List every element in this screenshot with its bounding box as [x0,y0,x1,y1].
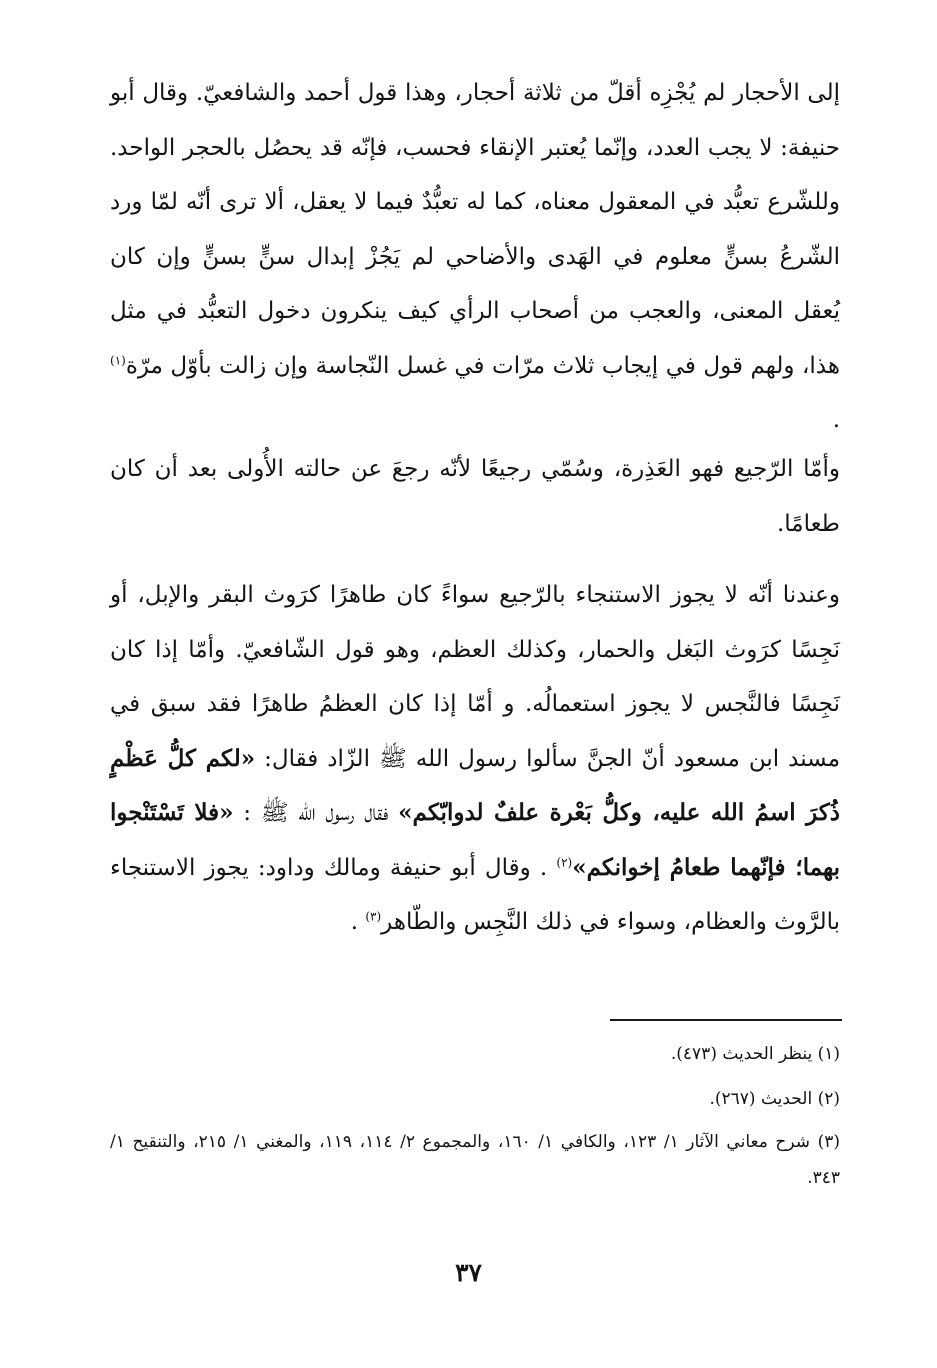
footnote-separator [610,1019,842,1021]
footnote-2: (٢) الحديث (٢٦٧). [709,1089,840,1109]
paragraph-2-text: وأمّا الرّجيع فهو العَذِرة، وسُمّي رجيعًا لأنّه رجعَ عن حالته الأُولى بعد أن كان طعامًا. [110,456,840,537]
paragraph-1-end: . [832,407,840,433]
hadith-quote-1: «لكم كلُّ عَظْمٍ ذُكرَ اسمُ الله عليه، وكلُّ بَعْرة علفٌ لدوابّكم» [110,744,841,826]
hadith-quote-2: «فلا تَسْتَنْجوا بهما؛ فإنّهما طعامُ إخوانكم» [110,799,841,881]
footnote-ref-1: (١) [110,352,126,367]
paragraph-3-end: . [350,909,366,935]
footnote-ref-2: (٢) [556,854,573,869]
paragraph-3-text-a: وعندنا أنّه لا يجوز الاستنجاء بالرّجيع سواءً كان طاهرًا كرَوث البقر والإبل، أو نَجِسًا كرَوث البَغل والحمار، وكذلك العظم، وهو قول الشّافعيّ. وأمّا إذا كان نَجِسًا فالنَّجس لا يجوز استعمالُه. و أمّا إذا كان العظمُ طاهرًا فقد سبق في مسند ابن مسعود أنّ الجنَّ سألوا رسول الله ﷺ الزّاد فقال: [110,582,841,772]
paragraph-3 [110,568,840,950]
paragraph-3-text-b: فقال رسول الله ﷺ : [243,800,389,826]
paragraph-1-text: إلى الأحجار لم يُجْزِه أقلّ من ثلاثة أحجار، وهذا قول أحمد والشافعيّ. وقال أبو حنيفة: لا يجب العدد، وإنّما يُعتبر الإنقاء فحسب، فإنّه قد يحصُل بالحجر الواحد. وللشّرع تعبُّد في المعقول معناه، كما له تعبُّدٌ فيما لا يعقل، ألا ترى أنّه لمّا ورد الشّرعُ بسنٍّ معلوم في الهَدى والأضاحي لم يَجُزْ إبدال سنٍّ بسنٍّ وإن كان يُعقل المعنى، والعجب من أصحاب الرأي كيف ينكرون دخول التعبُّد في مثل هذا، ولهم قول في إيجاب ثلاث مرّات في غسل النّجاسة وإن زالت بأوّل مرّة [110,80,840,379]
footnote-1: (١) ينظر الحديث (٤٧٣). [670,1044,840,1064]
footnote-3: (٣) شرح معاني الآثار ١/ ١٢٣، والكافي ١/ ١٦٠، والمجموع ٢/ ١١٤، ١١٩، والمغني ١/ ٢١٥، والتنقيح ١/ ٣٤٣. [110,1132,840,1188]
paragraph-1 [110,66,840,448]
page-number: ٣٧ [455,1258,482,1287]
paragraph-2 [110,442,840,551]
footnote-ref-3: (٣) [365,909,382,924]
paragraph-3-text-c: . وقال أبو حنيفة ومالك وداود: يجوز الاستنجاء بالرَّوث والعظام، وسواء في ذلك النَّجِس والطّاهر [110,854,840,935]
